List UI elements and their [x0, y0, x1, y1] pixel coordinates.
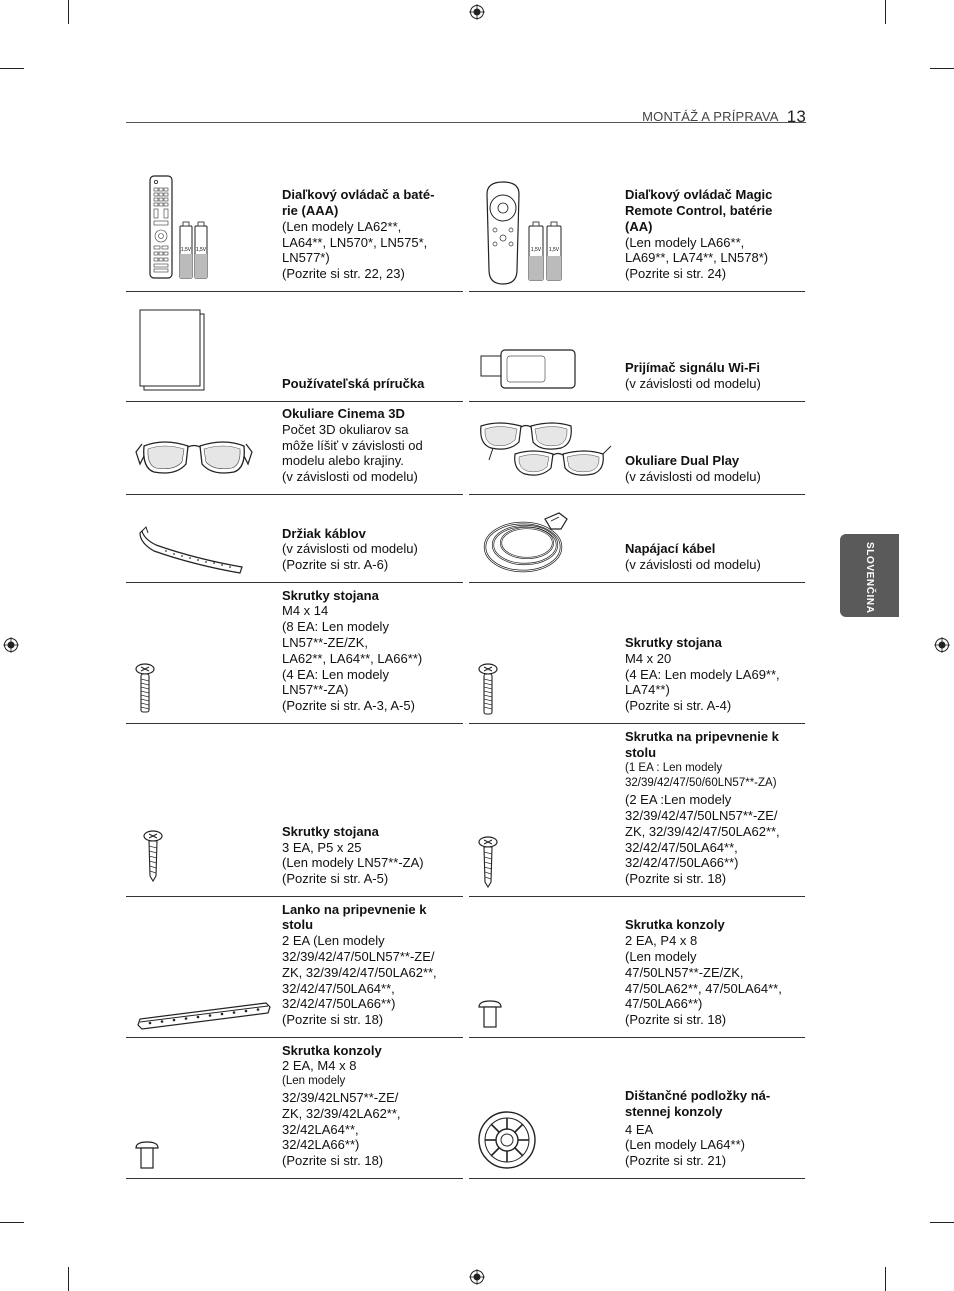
battery-label: 1,5V — [180, 247, 192, 253]
section-title — [642, 106, 806, 126]
registration-mark-icon — [469, 1269, 485, 1285]
registration-mark-icon — [934, 637, 950, 653]
item-cable-holder — [126, 495, 463, 583]
bracket-screw-icon — [134, 1140, 160, 1170]
item-title: Skrutka konzoly — [625, 917, 725, 933]
power-cord-icon — [481, 509, 581, 577]
item-text — [282, 1043, 457, 1169]
item-text — [625, 917, 799, 1028]
crop-mark — [885, 0, 886, 24]
registration-mark-icon — [3, 637, 19, 653]
item-magic-remote — [469, 160, 805, 292]
item-stand-screws-m4x20 — [469, 583, 805, 724]
screw-icon — [142, 830, 164, 882]
item-text — [282, 526, 457, 573]
crop-mark — [930, 68, 954, 69]
item-text — [282, 902, 457, 1028]
item-wifi-dongle — [469, 292, 805, 402]
language-tab-label: SLOVENČINA — [864, 542, 875, 614]
item-title: Skrutky stojana — [282, 587, 379, 603]
item-title: Skrutky stojana — [282, 823, 379, 839]
item-title: Okuliare Cinema 3D — [282, 406, 405, 422]
manual-book-icon — [138, 308, 218, 392]
bracket-screw-icon — [477, 999, 503, 1029]
spacer-icon — [475, 1104, 541, 1174]
crop-mark — [930, 1222, 954, 1223]
page-header — [126, 100, 806, 126]
item-owners-manual — [126, 292, 463, 402]
section-name: MONTÁŽ A PRÍPRAVA — [642, 109, 779, 124]
item-cinema-3d-glasses — [126, 402, 463, 495]
item-title: Diaľkový ovládač Magic Remote Control, batérie (AA) — [625, 187, 773, 234]
item-desk-mount-screw — [469, 724, 805, 897]
item-title: Skrutka konzoly — [282, 1042, 382, 1058]
screw-icon — [477, 836, 499, 888]
language-tab — [840, 534, 899, 617]
item-bracket-screw-m4x8 — [126, 1038, 463, 1179]
item-desc: (v závislosti od modelu) — [625, 469, 761, 485]
item-title: Skrutky stojana — [625, 635, 722, 651]
item-title: Lanko na pripevnenie k stolu — [282, 901, 427, 933]
page-number: 13 — [786, 107, 806, 126]
crop-mark — [0, 1222, 24, 1223]
mount-cord-icon — [134, 993, 274, 1033]
item-desc: 2 EA, M4 x 8 — [282, 1058, 357, 1074]
item-title: Držiak káblov — [282, 525, 366, 541]
item-desc: 4 EA (Len modely LA64**) (Pozrite si str. 21) — [625, 1121, 745, 1169]
item-desc: (Len modely LA62**, LA64**, LN570*, LN575*, LN577*) (Pozrite si str. 22, 23) — [282, 218, 428, 282]
3d-glasses-icon — [134, 434, 254, 488]
item-desc-small: (Len modely — [282, 1075, 346, 1088]
item-title: Napájací kábel — [625, 541, 716, 557]
crop-mark — [68, 0, 69, 24]
item-desc: (v závislosti od modelu) (Pozrite si str. A-6) — [282, 541, 418, 573]
item-desc: (v závislosti od modelu) — [625, 557, 761, 573]
item-title: Diaľkový ovládač a baté- rie (AAA) — [282, 187, 435, 219]
item-title: Prijímač signálu Wi-Fi — [625, 360, 760, 376]
item-desc: Počet 3D okuliarov sa môže líšiť v závislosti od modelu alebo krajiny. (v závislosti od modelu) — [282, 421, 423, 485]
item-desc: (v závislosti od modelu) — [625, 376, 761, 392]
remote-control-icon — [146, 174, 236, 280]
item-title: Skrutka na pripevnenie k stolu — [625, 729, 779, 760]
crop-mark — [885, 1267, 886, 1291]
cable-holder-icon — [136, 523, 248, 577]
item-text — [625, 187, 799, 282]
magic-remote-icon — [477, 180, 573, 286]
item-desc: 32/39/42LN57**-ZE/ ZK, 32/39/42LA62**, 32/42LA64**, 32/42LA66**) (Pozrite si str. 18) — [282, 1090, 401, 1169]
item-wall-bracket-spacers — [469, 1038, 805, 1179]
item-stand-screws-p5x25 — [126, 724, 463, 897]
battery-label: 1,5V — [195, 247, 207, 253]
item-desc: M4 x 14 (8 EA: Len modely LN57**-ZE/ZK, LA62**, LA64**, LA66**) (4 EA: Len modely LN57**-ZA) (Pozrite si str. A-3, A-5) — [282, 603, 423, 714]
item-text — [625, 541, 799, 573]
registration-mark-icon — [469, 4, 485, 20]
item-power-cord — [469, 495, 805, 583]
item-desc: 2 EA (Len modely 32/39/42/47/50LN57**-ZE/ ZK, 32/39/42/47/50LA62**, 32/42/47/50LA64**, 32/42/47/50LA66**) (Pozrite si str. 18) — [282, 933, 437, 1028]
item-remote-control — [126, 160, 463, 292]
item-text — [625, 635, 799, 714]
screw-icon — [477, 663, 499, 717]
item-desc: M4 x 20 (4 EA: Len modely LA69**, LA74**) (Pozrite si str. A-4) — [625, 650, 780, 714]
item-text — [282, 406, 457, 485]
crop-mark — [0, 68, 24, 69]
item-bracket-screw-p4x8 — [469, 897, 805, 1038]
item-text — [282, 187, 457, 282]
item-desc: 2 EA, P4 x 8 (Len modely 47/50LN57**-ZE/ZK, 47/50LA62**, 47/50LA64**, 47/50LA66**) (Pozrite si str. 18) — [625, 933, 782, 1028]
item-desc: (Len modely LA66**, LA69**, LA74**, LN578*) (Pozrite si str. 24) — [625, 234, 769, 282]
item-title: Okuliare Dual Play — [625, 453, 740, 469]
item-text — [625, 1088, 799, 1169]
item-desc: (2 EA :Len modely 32/39/42/47/50LN57**-ZE/ ZK, 32/39/42/47/50LA62**, 32/42/47/50LA64**, 32/42/47/50LA66**) (Pozrite si str. 18) — [625, 792, 780, 887]
item-title: Dištančné podložky ná- stennej konzoly — [625, 1088, 771, 1119]
item-text — [625, 453, 799, 485]
item-stand-screws-m4x14 — [126, 583, 463, 724]
item-title: Používateľská príručka — [282, 376, 425, 392]
dual-play-glasses-icon — [475, 416, 615, 486]
item-dual-play-glasses — [469, 402, 805, 495]
wifi-dongle-icon — [479, 344, 579, 390]
battery-label: 1,5V — [548, 247, 560, 253]
item-desc-small: (1 EA : Len modely 32/39/42/47/50/60LN57**-ZA) — [625, 761, 777, 790]
item-text — [625, 360, 799, 392]
screw-icon — [134, 663, 156, 715]
item-text — [625, 729, 799, 887]
item-desk-mount-cord — [126, 897, 463, 1038]
battery-label: 1,5V — [530, 247, 542, 253]
item-text — [282, 376, 457, 392]
item-desc: 3 EA, P5 x 25 (Len modely LN57**-ZA) (Pozrite si str. A-5) — [282, 839, 424, 887]
item-text — [282, 824, 457, 887]
crop-mark — [68, 1267, 69, 1291]
item-text — [282, 588, 457, 714]
